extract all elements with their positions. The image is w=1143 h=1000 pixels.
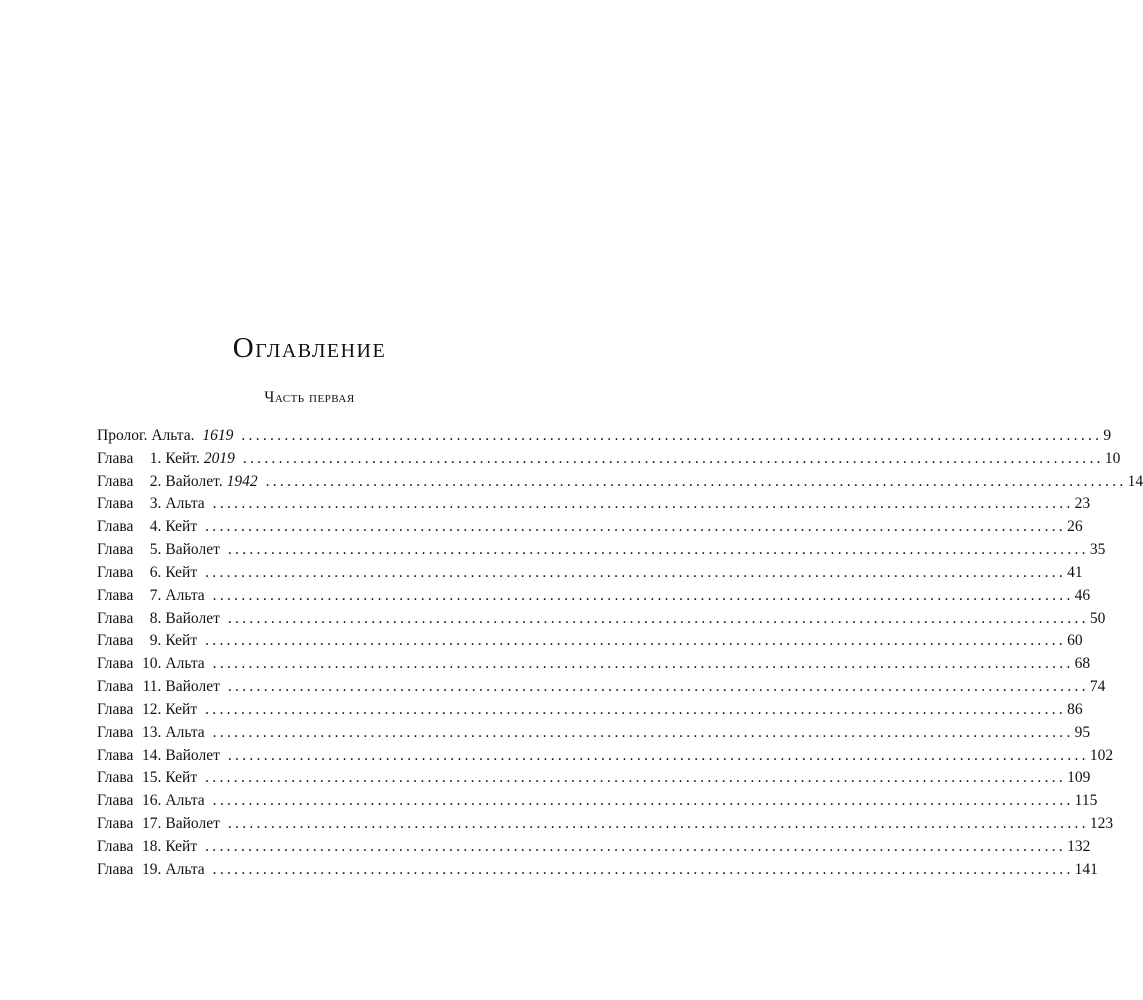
toc-entry-prologue[interactable] xyxy=(97,425,1112,448)
entry-title: Альта xyxy=(165,586,205,604)
page-number: 74 xyxy=(1089,678,1106,696)
dot-leader: ........................................................................................................................ xyxy=(241,427,1103,444)
entry-year: 2019 xyxy=(203,449,235,467)
entry-word: Глава xyxy=(97,518,134,536)
chapter-number: 16. xyxy=(142,792,162,810)
page-number: 10 xyxy=(1104,449,1121,467)
dot-leader: ........................................................................................................................ xyxy=(205,769,1067,787)
toc-entry[interactable] xyxy=(97,722,1091,745)
toc-entry[interactable] xyxy=(97,539,1106,562)
entry-title: Альта. xyxy=(151,427,195,444)
entry-title: Кейт xyxy=(165,518,198,536)
toc-entry[interactable] xyxy=(97,608,1106,631)
entry-word: Глава xyxy=(97,860,134,878)
entry-title: Кейт xyxy=(165,837,198,855)
entry-word: Глава xyxy=(97,563,134,581)
entry-word: Глава xyxy=(97,541,134,559)
toc-entry[interactable] xyxy=(97,790,1098,813)
chapter-number: 18. xyxy=(142,837,162,855)
chapter-number: 3. xyxy=(149,495,162,513)
page-number: 35 xyxy=(1089,541,1106,559)
toc-entry[interactable] xyxy=(97,493,1091,516)
page-number: 132 xyxy=(1067,837,1091,855)
dot-leader: ........................................................................................................................ xyxy=(212,495,1074,513)
entry-word: Глава xyxy=(97,632,134,650)
entry-word: Глава xyxy=(97,678,134,696)
toc-entry[interactable] xyxy=(97,676,1106,699)
toc-entry[interactable] xyxy=(97,699,1083,722)
chapter-number: 19. xyxy=(142,860,162,878)
table-of-contents xyxy=(97,425,1143,882)
toc-entry[interactable] xyxy=(97,836,1091,859)
entry-title: Альта xyxy=(165,792,205,810)
dot-leader: ........................................................................................................................ xyxy=(227,678,1089,696)
dot-leader: ........................................................................................................................ xyxy=(212,655,1074,673)
page-number: 14 xyxy=(1127,472,1143,490)
entry-word: Глава xyxy=(97,586,134,604)
chapter-number: 15. xyxy=(142,769,162,787)
dot-leader: ........................................................................................................................ xyxy=(227,815,1089,833)
entry-word: Глава xyxy=(97,723,134,741)
entry-title: Кейт xyxy=(165,632,198,650)
chapter-number: 9. xyxy=(149,632,162,650)
chapter-number: 8. xyxy=(149,609,162,627)
toc-entry[interactable] xyxy=(97,767,1091,790)
page-title: Оглавление xyxy=(232,332,387,364)
entry-title: Кейт. xyxy=(165,449,200,467)
page-number: 102 xyxy=(1089,746,1114,764)
entry-word: Глава xyxy=(97,746,134,764)
entry-word: Глава xyxy=(97,655,134,673)
page-number: 41 xyxy=(1067,563,1083,581)
dot-leader: ........................................................................................................................ xyxy=(212,723,1074,741)
dot-leader: ........................................................................................................................ xyxy=(212,860,1074,878)
dot-leader: ........................................................................................................................ xyxy=(227,541,1089,559)
toc-entry[interactable] xyxy=(97,813,1114,836)
entry-title: Альта xyxy=(165,655,205,673)
chapter-number: 14. xyxy=(142,746,162,764)
dot-leader: ........................................................................................................................ xyxy=(212,792,1074,810)
dot-leader: ........................................................................................................................ xyxy=(205,700,1067,718)
dot-leader: ........................................................................................................................ xyxy=(227,746,1089,764)
entry-word: Глава xyxy=(97,472,134,490)
page-number: 23 xyxy=(1074,495,1091,513)
dot-leader: ........................................................................................................................ xyxy=(242,449,1104,467)
entry-title: Вайолет xyxy=(165,815,220,833)
entry-title: Альта xyxy=(165,723,205,741)
page-number: 86 xyxy=(1067,700,1083,718)
toc-entry[interactable] xyxy=(97,585,1091,608)
toc-entry[interactable] xyxy=(97,471,1143,494)
chapter-number: 6. xyxy=(149,563,162,581)
entry-word: Пролог. xyxy=(97,427,148,444)
page-number: 9 xyxy=(1103,427,1112,444)
toc-entry[interactable] xyxy=(97,562,1083,585)
chapter-number: 2. xyxy=(149,472,162,490)
entry-word: Глава xyxy=(97,792,134,810)
page-number: 123 xyxy=(1089,815,1114,833)
page-number: 115 xyxy=(1074,792,1098,810)
dot-leader: ........................................................................................................................ xyxy=(265,472,1127,490)
chapter-number: 12. xyxy=(142,700,162,718)
chapter-number: 17. xyxy=(142,815,162,833)
dot-leader: ........................................................................................................................ xyxy=(205,837,1067,855)
dot-leader: ........................................................................................................................ xyxy=(205,632,1067,650)
toc-entry[interactable] xyxy=(97,448,1121,471)
toc-entry[interactable] xyxy=(97,630,1083,653)
page-number: 46 xyxy=(1074,586,1091,604)
toc-entry[interactable] xyxy=(97,653,1091,676)
dot-leader: ........................................................................................................................ xyxy=(227,609,1089,627)
toc-entry[interactable] xyxy=(97,859,1098,882)
part-title: Часть первая xyxy=(264,389,355,406)
page-number: 26 xyxy=(1067,518,1083,536)
chapter-number: 10. xyxy=(142,655,162,673)
entry-title: Вайолет xyxy=(165,678,220,696)
chapter-number: 11. xyxy=(142,678,162,696)
page-number: 95 xyxy=(1074,723,1091,741)
entry-word: Глава xyxy=(97,700,134,718)
page-number: 50 xyxy=(1089,609,1106,627)
entry-word: Глава xyxy=(97,769,134,787)
entry-word: Глава xyxy=(97,837,134,855)
toc-entry[interactable] xyxy=(97,745,1114,768)
entry-title: Кейт xyxy=(165,769,198,787)
entry-title: Вайолет xyxy=(165,746,220,764)
entry-word: Глава xyxy=(97,815,134,833)
chapter-number: 7. xyxy=(149,586,162,604)
dot-leader: ........................................................................................................................ xyxy=(205,518,1067,536)
chapter-number: 4. xyxy=(149,518,162,536)
entry-title: Вайолет xyxy=(165,609,220,627)
page-number: 60 xyxy=(1067,632,1083,650)
dot-leader: ........................................................................................................................ xyxy=(205,563,1067,581)
toc-entry[interactable] xyxy=(97,516,1083,539)
entry-word: Глава xyxy=(97,609,134,627)
page-number: 109 xyxy=(1067,769,1091,787)
chapter-number: 1. xyxy=(149,449,162,467)
dot-leader: ........................................................................................................................ xyxy=(212,586,1074,604)
entry-title: Альта xyxy=(165,860,205,878)
entry-title: Кейт xyxy=(165,700,198,718)
page-number: 68 xyxy=(1074,655,1091,673)
entry-word: Глава xyxy=(97,495,134,513)
page-number: 141 xyxy=(1074,860,1098,878)
entry-year: 1619 xyxy=(202,427,234,444)
chapter-number: 5. xyxy=(149,541,162,559)
chapter-number: 13. xyxy=(142,723,162,741)
entry-title: Кейт xyxy=(165,563,198,581)
entry-word: Глава xyxy=(97,449,134,467)
entry-title: Вайолет. xyxy=(165,472,223,490)
entry-title: Вайолет xyxy=(165,541,220,559)
entry-year: 1942 xyxy=(226,472,258,490)
entry-title: Альта xyxy=(165,495,205,513)
